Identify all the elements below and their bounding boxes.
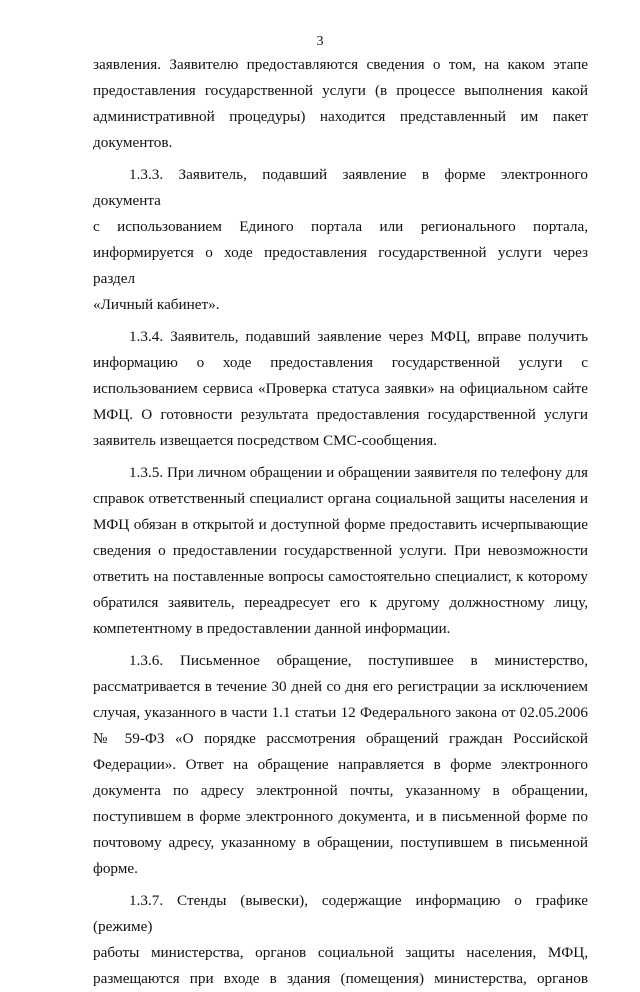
text-line: почтовому адресу, указанному в обращении, поступившем в письменной (93, 834, 588, 851)
text-line: 1.3.5. При личном обращении и обращении заявителя по телефону для (129, 464, 588, 481)
text-line: размещаются при входе в здания (помещения) министерства, органов (93, 970, 588, 987)
text-line: 1.3.7. Стенды (вывески), содержащие информацию о графике (режиме) (93, 892, 588, 935)
text-line: поступившем в форме электронного документа, и в письменной форме по (93, 808, 588, 825)
text-line: сведения о предоставлении государственной услуги. При невозможности (93, 542, 588, 559)
paragraph-1-3-5 (93, 460, 588, 642)
text-line: компетентному в предоставлении данной информации. (93, 620, 451, 637)
text-line: с использованием Единого портала или регионального портала, (93, 218, 588, 235)
page-number: 3 (316, 34, 324, 49)
text-line: заявления. Заявителю предоставляются сведения о том, на каком этапе (93, 56, 588, 73)
paragraph-1-3-7 (93, 888, 588, 992)
text-line: Федерации». Ответ на обращение направляется в форме электронного (93, 756, 588, 773)
paragraph-1-3-3 (93, 162, 588, 318)
text-line: 1.3.3. Заявитель, подавший заявление в форме электронного документа (93, 166, 588, 209)
text-line: работы министерства, органов социальной защиты населения, МФЦ, (93, 944, 588, 961)
text-line: 1.3.4. Заявитель, подавший заявление через МФЦ, вправе получить (129, 328, 588, 345)
paragraph-1-3-4 (93, 324, 588, 454)
text-line: МФЦ. О готовности результата предоставления государственной услуги (93, 406, 588, 423)
text-line: МФЦ обязан в открытой и доступной форме предоставить исчерпывающие (93, 516, 588, 533)
text-line: использованием сервиса «Проверка статуса заявки» на официальном сайте (93, 380, 588, 397)
text-line: № 59-ФЗ «О порядке рассмотрения обращений граждан Российской (93, 730, 588, 747)
text-line: форме. (93, 860, 138, 877)
text-line: административной процедуры) находится представленный им пакет документов. (93, 108, 588, 151)
text-line: ответить на поставленные вопросы самостоятельно специалист, к которому (93, 568, 588, 585)
paragraph-1-3-6 (93, 648, 588, 882)
text-line: справок ответственный специалист органа социальной защиты населения и (93, 490, 588, 507)
text-line: «Личный кабинет». (93, 296, 220, 313)
paragraph-continuation (93, 52, 588, 156)
text-line: информацию о ходе предоставления государственной услуги с (93, 354, 588, 371)
document-body (93, 52, 588, 992)
text-line: документа по адресу электронной почты, указанному в обращении, (93, 782, 588, 799)
text-line: заявитель извещается посредством СМС-сообщения. (93, 432, 437, 449)
text-line: информируется о ходе предоставления государственной услуги через раздел (93, 244, 588, 287)
text-line: обратился заявитель, переадресует его к другому должностному лицу, (93, 594, 588, 611)
text-line: рассматривается в течение 30 дней со дня его регистрации за исключением (93, 678, 588, 695)
text-line: предоставления государственной услуги (в процессе выполнения какой (93, 82, 588, 99)
text-line: 1.3.6. Письменное обращение, поступившее в министерство, (129, 652, 588, 669)
text-line: случая, указанного в части 1.1 статьи 12 Федерального закона от 02.05.2006 (93, 704, 588, 721)
